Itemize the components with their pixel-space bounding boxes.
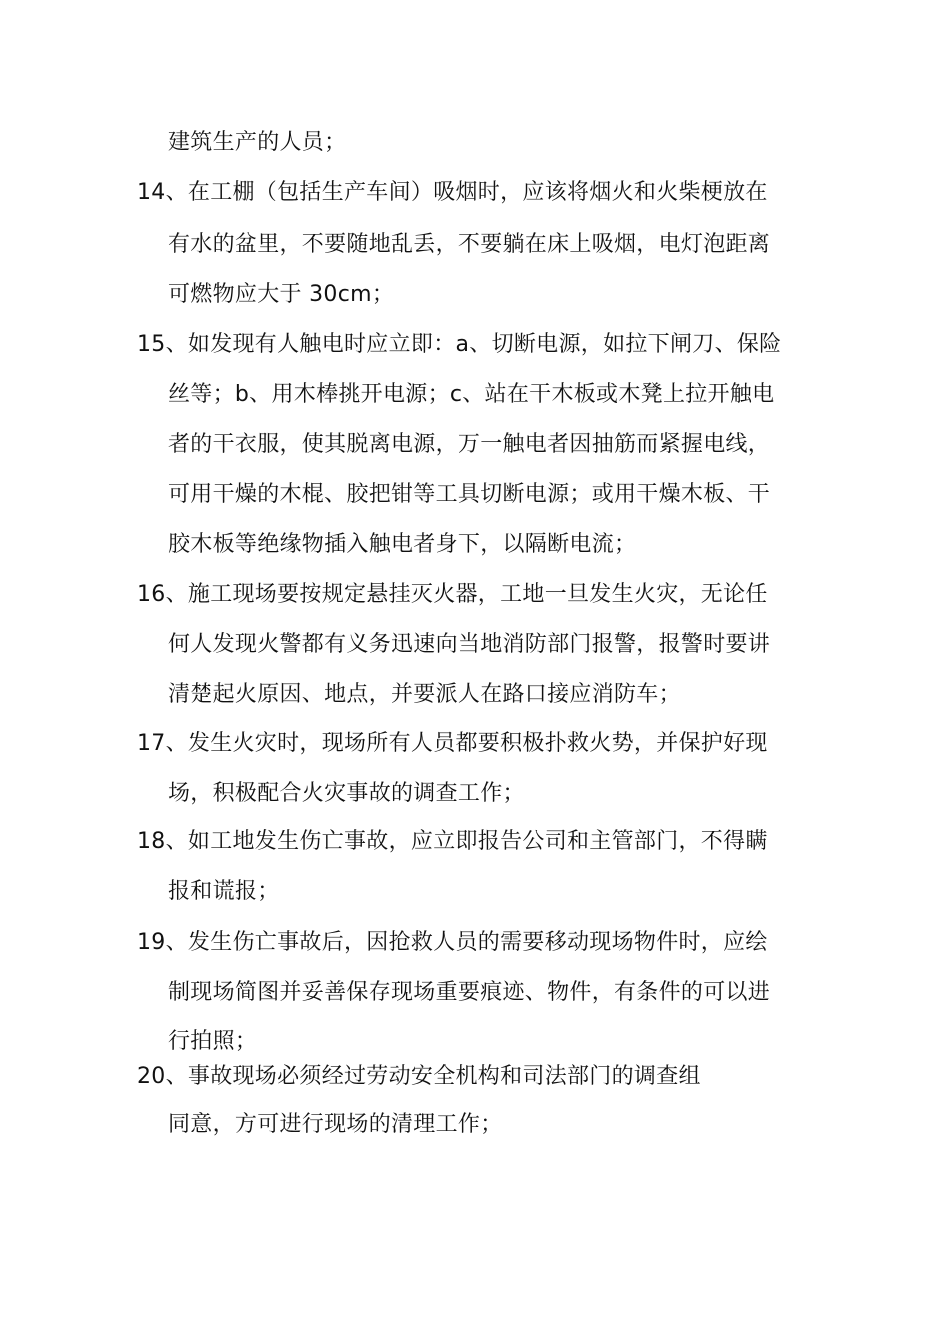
text-line: 何人发现火警都有义务迅速向当地消防部门报警，报警时要讲 <box>168 632 771 657</box>
text-line: 胶木板等绝缘物插入触电者身下，以隔断电流； <box>168 532 637 557</box>
text-line: 制现场简图并妥善保存现场重要痕迹、物件，有条件的可以进 <box>168 980 771 1005</box>
text-line: 报和谎报； <box>168 879 280 904</box>
item-17-line: 17、发生火灾时，现场所有人员都要积极扑救火势，并保护好现 <box>137 731 768 756</box>
text-line: 可燃物应大于 30cm； <box>168 282 395 307</box>
item-19-line: 19、发生伤亡事故后，因抢救人员的需要移动现场物件时，应绘 <box>137 930 768 955</box>
item-14-line: 14、在工棚（包括生产车间）吸烟时，应该将烟火和火柴梗放在 <box>137 180 768 205</box>
text-line: 有水的盆里，不要随地乱丢，不要躺在床上吸烟，电灯泡距离 <box>168 232 771 257</box>
text-line: 建筑生产的人员； <box>168 130 347 155</box>
text-line: 者的干衣服，使其脱离电源，万一触电者因抽筋而紧握电线， <box>168 432 771 457</box>
text-line: 行拍照； <box>168 1029 258 1054</box>
item-20-line: 20、事故现场必须经过劳动安全机构和司法部门的调查组 <box>137 1064 701 1089</box>
item-15-line: 15、如发现有人触电时应立即：a、切断电源，如拉下闸刀、保险 <box>137 332 782 357</box>
text-line: 同意，方可进行现场的清理工作； <box>168 1112 503 1137</box>
text-line: 丝等；b、用木棒挑开电源；c、站在干木板或木凳上拉开触电 <box>168 382 775 407</box>
text-line: 清楚起火原因、地点，并要派人在路口接应消防车； <box>168 682 681 707</box>
text-line: 可用干燥的木棍、胶把钳等工具切断电源；或用干燥木板、干 <box>168 482 771 507</box>
item-18-line: 18、如工地发生伤亡事故，应立即报告公司和主管部门，不得瞒 <box>137 829 768 854</box>
item-16-line: 16、施工现场要按规定悬挂灭火器，工地一旦发生火灾，无论任 <box>137 582 768 607</box>
text-line: 场，积极配合火灾事故的调查工作； <box>168 781 525 806</box>
